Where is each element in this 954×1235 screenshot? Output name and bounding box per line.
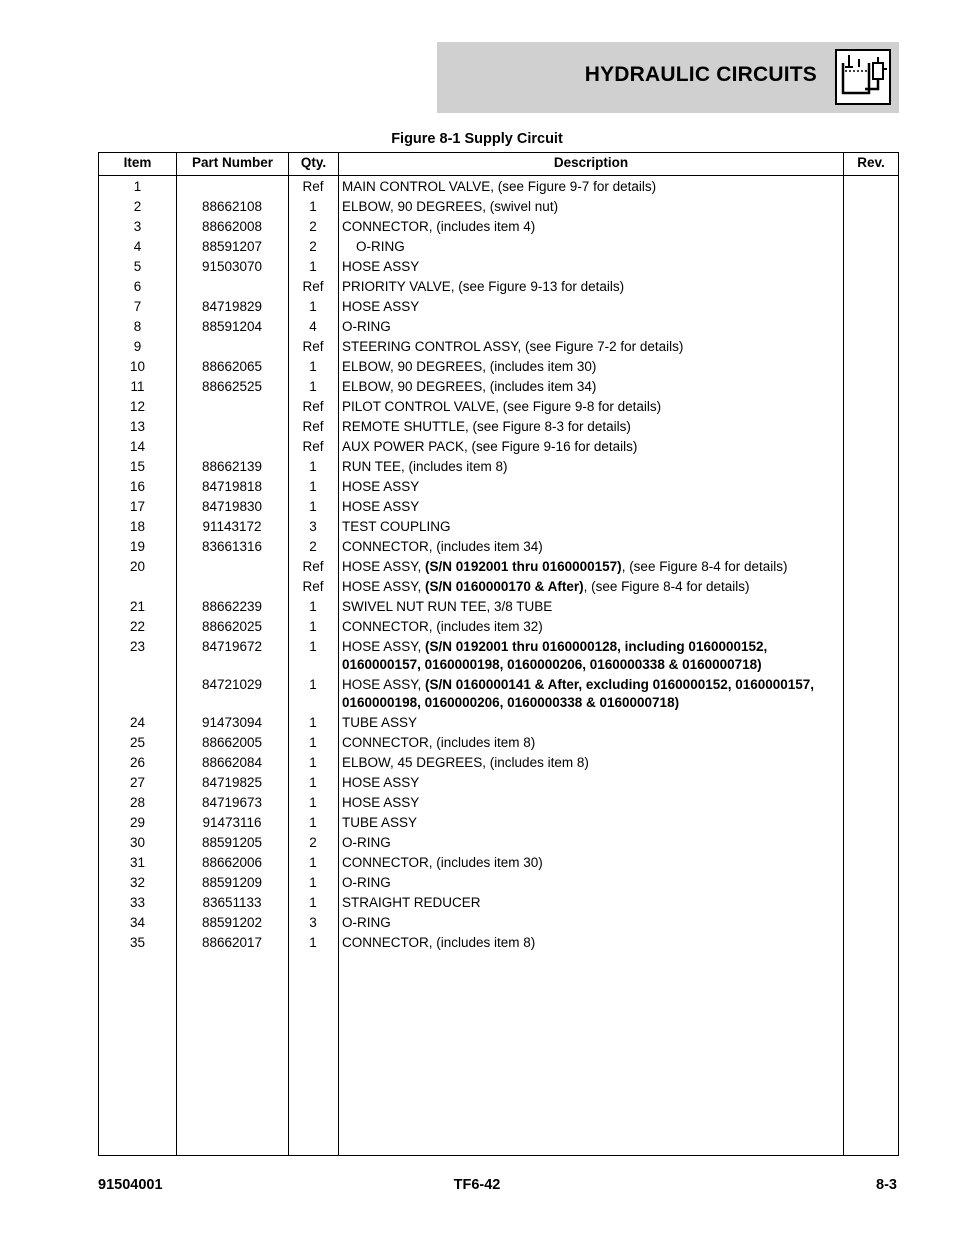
description xyxy=(338,298,842,316)
item-number: 16 xyxy=(129,479,146,494)
table-row xyxy=(99,317,898,337)
table-row xyxy=(99,437,898,457)
description xyxy=(338,794,842,812)
item-number: 20 xyxy=(129,559,146,574)
description-text: ELBOW, 90 DEGREES, (swivel nut) xyxy=(342,199,559,214)
description-text: RUN TEE, (includes item 8) xyxy=(342,459,508,474)
quantity: 1 xyxy=(309,639,317,654)
description xyxy=(338,218,842,236)
description-text: HOSE ASSY, xyxy=(342,639,426,654)
table-row xyxy=(99,377,898,397)
part-number: 88662005 xyxy=(201,735,263,750)
revision xyxy=(842,714,898,732)
revision xyxy=(842,638,898,674)
description-text: HOSE ASSY, xyxy=(342,559,426,574)
description xyxy=(338,378,842,396)
revision xyxy=(842,278,898,296)
description-text: CONNECTOR, (includes item 34) xyxy=(342,539,543,554)
part-number: 91473094 xyxy=(201,715,263,730)
quantity: Ref xyxy=(302,179,324,194)
part-number: 88591207 xyxy=(201,239,263,254)
description-text: O-RING xyxy=(342,875,391,890)
table-row xyxy=(99,337,898,357)
description xyxy=(338,258,842,276)
quantity: 3 xyxy=(309,915,317,930)
quantity: 1 xyxy=(309,479,317,494)
table-row xyxy=(99,753,898,773)
item-number: 5 xyxy=(133,259,142,274)
quantity: 1 xyxy=(309,199,317,214)
quantity: 2 xyxy=(309,539,317,554)
revision xyxy=(842,598,898,616)
description xyxy=(338,518,842,536)
description xyxy=(338,438,842,456)
description xyxy=(338,638,842,674)
table-row xyxy=(99,497,898,517)
item-number: 32 xyxy=(129,875,146,890)
part-number: 88591204 xyxy=(201,319,263,334)
quantity: 1 xyxy=(309,895,317,910)
header-divider xyxy=(99,175,898,176)
revision xyxy=(842,676,898,712)
column-header-qty: Qty. xyxy=(300,155,327,170)
item-number: 19 xyxy=(129,539,146,554)
description-text: SWIVEL NUT RUN TEE, 3/8 TUBE xyxy=(342,599,553,614)
description xyxy=(338,178,842,196)
revision xyxy=(842,558,898,576)
description-text: CONNECTOR, (includes item 32) xyxy=(342,619,543,634)
table-row xyxy=(99,733,898,753)
item-number: 2 xyxy=(133,199,142,214)
description xyxy=(338,894,842,912)
item-number xyxy=(99,676,176,712)
part-number xyxy=(176,278,288,296)
table-row xyxy=(99,357,898,377)
part-number: 91143172 xyxy=(202,519,262,534)
item-number: 13 xyxy=(129,419,146,434)
revision xyxy=(856,238,898,256)
revision xyxy=(842,814,898,832)
description xyxy=(338,418,842,436)
part-number: 84721029 xyxy=(201,677,263,692)
part-number: 84719672 xyxy=(201,639,263,654)
hydraulic-circuit-icon xyxy=(835,49,891,105)
item-number: 22 xyxy=(129,619,146,634)
revision xyxy=(842,198,898,216)
item-number: 29 xyxy=(129,815,146,830)
part-number: 88662006 xyxy=(201,855,263,870)
table-row xyxy=(99,833,898,853)
quantity: 1 xyxy=(309,499,317,514)
description-text: HOSE ASSY xyxy=(342,775,420,790)
item-number: 28 xyxy=(129,795,146,810)
description-text: O-RING xyxy=(356,239,405,254)
description xyxy=(338,914,842,932)
quantity: 1 xyxy=(309,875,317,890)
part-number: 88591202 xyxy=(201,915,263,930)
column-header-rev: Rev. xyxy=(857,155,885,170)
quantity: 1 xyxy=(309,775,317,790)
item-number: 15 xyxy=(129,459,146,474)
revision xyxy=(842,518,898,536)
revision xyxy=(842,618,898,636)
table-row xyxy=(99,297,898,317)
description-text: HOSE ASSY xyxy=(342,795,420,810)
description-text: HOSE ASSY, xyxy=(342,677,426,692)
quantity: 4 xyxy=(309,319,317,334)
part-number xyxy=(176,558,288,576)
table-row xyxy=(99,457,898,477)
serial-number-range: (S/N 0192001 thru 0160000157) xyxy=(425,559,622,574)
item-number: 24 xyxy=(129,715,146,730)
table-row xyxy=(99,713,898,733)
part-number: 88662025 xyxy=(201,619,263,634)
item-number: 26 xyxy=(129,755,146,770)
table-row xyxy=(99,397,898,417)
serial-number-range: (S/N 0160000141 & After, excluding 0160000152, 0160000157, 0160000198, 0160000206, 0160000338 & 0160000718) xyxy=(342,677,815,710)
revision xyxy=(842,178,898,196)
quantity: 1 xyxy=(309,459,317,474)
table-row xyxy=(99,813,898,833)
description-text: ELBOW, 45 DEGREES, (includes item 8) xyxy=(342,755,589,770)
quantity: 1 xyxy=(309,619,317,634)
item-number: 14 xyxy=(129,439,146,454)
revision xyxy=(842,754,898,772)
revision xyxy=(842,298,898,316)
item-number: 27 xyxy=(129,775,146,790)
description xyxy=(338,238,856,256)
part-number: 91473116 xyxy=(202,815,262,830)
description xyxy=(338,834,842,852)
serial-number-range: (S/N 0192001 thru 0160000128, including 0160000152, 0160000157, 0160000198, 0160000206, 0160000338 & 0160000718) xyxy=(342,639,768,672)
column-header-part-number: Part Number xyxy=(191,155,274,170)
quantity: 1 xyxy=(309,855,317,870)
revision xyxy=(842,438,898,456)
quantity: Ref xyxy=(302,399,324,414)
item-number: 8 xyxy=(133,319,142,334)
revision xyxy=(842,498,898,516)
description xyxy=(338,714,842,732)
quantity: 1 xyxy=(309,379,317,394)
part-number xyxy=(176,398,288,416)
table-row xyxy=(99,637,898,675)
table-row xyxy=(99,793,898,813)
footer-model: TF6-42 xyxy=(453,1177,501,1193)
part-number: 88662525 xyxy=(201,379,263,394)
description-text: CONNECTOR, (includes item 30) xyxy=(342,855,543,870)
quantity: 2 xyxy=(309,835,317,850)
part-number: 84719818 xyxy=(201,479,263,494)
description xyxy=(338,734,842,752)
part-number: 88591205 xyxy=(201,835,263,850)
table-row xyxy=(99,417,898,437)
description-text: ELBOW, 90 DEGREES, (includes item 30) xyxy=(342,359,597,374)
part-number: 84719829 xyxy=(201,299,263,314)
item-number: 9 xyxy=(133,339,142,354)
revision xyxy=(842,258,898,276)
item-number: 6 xyxy=(133,279,142,294)
description xyxy=(338,198,842,216)
item-number: 33 xyxy=(129,895,146,910)
description xyxy=(338,358,842,376)
quantity: 1 xyxy=(309,735,317,750)
quantity: 1 xyxy=(309,259,317,274)
quantity: 1 xyxy=(309,599,317,614)
description xyxy=(338,934,842,952)
item-number: 35 xyxy=(129,935,146,950)
figure-title: Figure 8-1 Supply Circuit xyxy=(391,131,563,147)
description xyxy=(338,774,842,792)
description-text: CONNECTOR, (includes item 8) xyxy=(342,735,536,750)
revision xyxy=(842,854,898,872)
quantity: Ref xyxy=(302,559,324,574)
item-number: 34 xyxy=(129,915,146,930)
description-suffix: , (see Figure 8-4 for details) xyxy=(621,559,788,574)
column-header-description: Description xyxy=(553,155,629,170)
item-number: 3 xyxy=(133,219,142,234)
part-number: 88662084 xyxy=(201,755,263,770)
description xyxy=(338,598,842,616)
revision xyxy=(842,458,898,476)
description-suffix: , (see Figure 8-4 for details) xyxy=(583,579,750,594)
revision xyxy=(842,398,898,416)
table-row xyxy=(99,913,898,933)
revision xyxy=(842,734,898,752)
description xyxy=(338,558,842,576)
quantity: 1 xyxy=(309,359,317,374)
part-number: 88662017 xyxy=(201,935,263,950)
table-row xyxy=(99,557,898,577)
part-number: 83651133 xyxy=(202,895,262,910)
table-row xyxy=(99,237,898,257)
quantity: 1 xyxy=(309,815,317,830)
description-text: O-RING xyxy=(342,319,391,334)
quantity: 1 xyxy=(309,715,317,730)
description xyxy=(338,874,842,892)
description-text: O-RING xyxy=(342,835,391,850)
item-number: 12 xyxy=(129,399,146,414)
revision xyxy=(842,338,898,356)
description-text: HOSE ASSY, xyxy=(342,579,426,594)
revision xyxy=(842,874,898,892)
part-number: 88662008 xyxy=(201,219,263,234)
part-number xyxy=(176,578,288,596)
description xyxy=(338,398,842,416)
quantity: Ref xyxy=(302,419,324,434)
footer-page-number: 8-3 xyxy=(876,1177,897,1193)
description xyxy=(338,498,842,516)
description xyxy=(338,854,842,872)
serial-number-range: (S/N 0160000170 & After) xyxy=(425,579,584,594)
part-number xyxy=(176,418,288,436)
table-row xyxy=(99,873,898,893)
table-row xyxy=(99,537,898,557)
part-number: 88662108 xyxy=(201,199,263,214)
table-row xyxy=(99,893,898,913)
description xyxy=(338,538,842,556)
part-number: 91503070 xyxy=(201,259,263,274)
part-number: 84719825 xyxy=(201,775,263,790)
description-text: MAIN CONTROL VALVE, (see Figure 9-7 for details) xyxy=(342,179,657,194)
revision xyxy=(842,894,898,912)
quantity: 1 xyxy=(309,755,317,770)
table-row xyxy=(99,933,898,953)
table-row xyxy=(99,617,898,637)
table-row xyxy=(99,197,898,217)
part-number xyxy=(176,178,288,196)
quantity: 1 xyxy=(309,677,317,692)
table-row xyxy=(99,773,898,793)
quantity: Ref xyxy=(302,279,324,294)
revision xyxy=(842,578,898,596)
item-number: 4 xyxy=(133,239,142,254)
revision xyxy=(842,358,898,376)
description xyxy=(338,478,842,496)
part-number: 84719830 xyxy=(201,499,263,514)
quantity: Ref xyxy=(302,579,324,594)
description-text: STEERING CONTROL ASSY, (see Figure 7-2 for details) xyxy=(342,339,684,354)
revision xyxy=(842,538,898,556)
quantity: 1 xyxy=(309,935,317,950)
table-row xyxy=(99,217,898,237)
part-number: 84719673 xyxy=(201,795,263,810)
item-number xyxy=(99,578,176,596)
quantity: 2 xyxy=(309,219,317,234)
description-text: CONNECTOR, (includes item 8) xyxy=(342,935,536,950)
table-row xyxy=(99,177,898,197)
revision xyxy=(842,794,898,812)
item-number: 25 xyxy=(129,735,146,750)
section-header-band xyxy=(437,42,899,113)
description xyxy=(338,338,842,356)
description xyxy=(338,814,842,832)
table-row xyxy=(99,277,898,297)
table-body xyxy=(99,177,898,953)
part-number: 88591209 xyxy=(201,875,263,890)
item-number: 18 xyxy=(129,519,146,534)
table-row xyxy=(99,675,898,713)
quantity: Ref xyxy=(302,439,324,454)
part-number: 88662239 xyxy=(201,599,263,614)
part-number xyxy=(176,438,288,456)
description-text: ELBOW, 90 DEGREES, (includes item 34) xyxy=(342,379,597,394)
item-number: 31 xyxy=(129,855,146,870)
description xyxy=(338,578,842,596)
description-text: REMOTE SHUTTLE, (see Figure 8-3 for details) xyxy=(342,419,631,434)
table-row xyxy=(99,597,898,617)
table-row xyxy=(99,257,898,277)
description-text: PILOT CONTROL VALVE, (see Figure 9-8 for details) xyxy=(342,399,662,414)
description xyxy=(338,278,842,296)
quantity: Ref xyxy=(302,339,324,354)
footer-document-number: 91504001 xyxy=(98,1177,163,1193)
description-text: O-RING xyxy=(342,915,391,930)
description-text: CONNECTOR, (includes item 4) xyxy=(342,219,536,234)
revision xyxy=(842,934,898,952)
part-number xyxy=(176,338,288,356)
quantity: 1 xyxy=(309,299,317,314)
quantity: 3 xyxy=(309,519,317,534)
item-number: 21 xyxy=(129,599,146,614)
table-row xyxy=(99,853,898,873)
table-row xyxy=(99,577,898,597)
item-number: 10 xyxy=(129,359,146,374)
item-number: 1 xyxy=(133,179,142,194)
description-text: TEST COUPLING xyxy=(342,519,451,534)
item-number: 30 xyxy=(129,835,146,850)
description-text: TUBE ASSY xyxy=(342,815,418,830)
revision xyxy=(842,478,898,496)
revision xyxy=(842,218,898,236)
revision xyxy=(842,834,898,852)
table-row xyxy=(99,517,898,537)
description-text: PRIORITY VALVE, (see Figure 9-13 for details) xyxy=(342,279,625,294)
description-text: STRAIGHT REDUCER xyxy=(342,895,481,910)
revision xyxy=(842,914,898,932)
column-header-item: Item xyxy=(123,155,152,170)
item-number: 23 xyxy=(129,639,146,654)
parts-table xyxy=(98,152,899,1156)
description-text: HOSE ASSY xyxy=(342,479,420,494)
description-text: AUX POWER PACK, (see Figure 9-16 for details) xyxy=(342,439,638,454)
item-number: 7 xyxy=(133,299,142,314)
part-number: 88662065 xyxy=(201,359,263,374)
revision xyxy=(842,318,898,336)
section-title: HYDRAULIC CIRCUITS xyxy=(584,63,817,86)
description-text: TUBE ASSY xyxy=(342,715,418,730)
description xyxy=(338,318,842,336)
part-number: 83661316 xyxy=(201,539,263,554)
revision xyxy=(842,378,898,396)
description-text: HOSE ASSY xyxy=(342,499,420,514)
description xyxy=(338,618,842,636)
part-number: 88662139 xyxy=(201,459,263,474)
quantity: 2 xyxy=(309,239,317,254)
description-text: HOSE ASSY xyxy=(342,259,420,274)
quantity: 1 xyxy=(309,795,317,810)
revision xyxy=(842,418,898,436)
description xyxy=(338,676,842,712)
description xyxy=(338,754,842,772)
item-number: 11 xyxy=(130,379,145,394)
description xyxy=(338,458,842,476)
table-row xyxy=(99,477,898,497)
revision xyxy=(842,774,898,792)
description-text: HOSE ASSY xyxy=(342,299,420,314)
item-number: 17 xyxy=(129,499,146,514)
